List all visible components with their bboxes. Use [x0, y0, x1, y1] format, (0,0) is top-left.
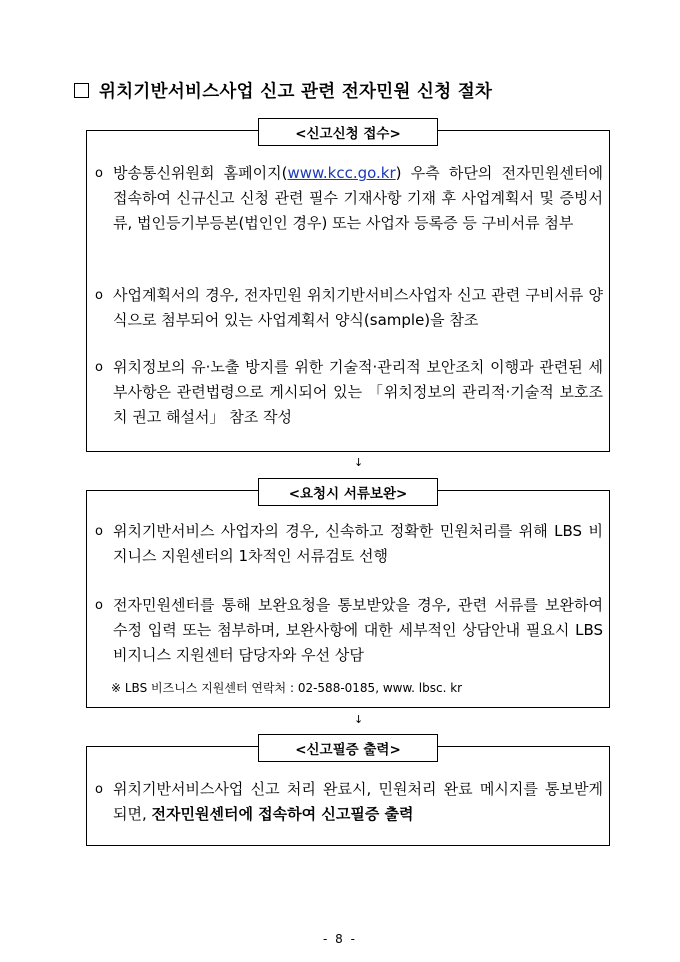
section-application-receipt: [86, 126, 610, 452]
bullet-icon: o: [95, 288, 103, 303]
item-text: 전자민원센터를 통해 보완요청을 통보받았을 경우, 관련 서류를 보완하여 수정 입력 또는 첨부하며, 보완사항에 대한 세부적인 상담안내 필요시 LBS 비지니스 지원센터 담당자와 우선 상담: [113, 596, 603, 664]
list-item: [95, 519, 603, 569]
page-title: [74, 78, 492, 103]
section-label: <요청시 서류보완>: [258, 478, 438, 506]
item-text: ) 우측 하단의 전자민원센터에 접속하여 신규신고 신청 관련 필수 기재사항 기재 후 사업계획서 및 증빙서류, 법인등기부등본(법인인 경우) 또는 사업자 등록증 등 구비서류 첨부: [113, 164, 603, 232]
list-item: [95, 777, 603, 827]
list-item: [95, 355, 603, 430]
list-item: [95, 161, 603, 236]
section-document-supplement: [86, 486, 610, 708]
down-arrow-icon: ↓: [354, 456, 364, 469]
item-text: 사업계획서의 경우, 전자민원 위치기반서비스사업자 신고 관련 구비서류 양식으로 첨부되어 있는 사업계획서 양식(sample)을 참조: [113, 286, 603, 329]
item-emphasis: 전자민원센터에 접속하여 신고필증 출력: [151, 805, 414, 823]
section-label: <신고필증 출력>: [258, 734, 438, 762]
item-text: 위치정보의 유·노출 방지를 위한 기술적·관리적 보안조치 이행과 관련된 세부사항은 관련법령으로 게시되어 있는 「위치정보의 관리적·기술적 보호조치 권고 해설서」 참조 작성: [113, 358, 603, 426]
title-text: 위치기반서비스사업 신고 관련 전자민원 신청 절차: [99, 82, 493, 102]
section-certificate-output: [86, 742, 610, 846]
bullet-icon: o: [95, 166, 103, 181]
bullet-icon: o: [95, 782, 103, 797]
bullet-icon: o: [95, 524, 103, 539]
item-text: 위치기반서비스사업 신고 처리 완료시, 민원처리 완료 메시지를 통보받게 되면,: [113, 780, 603, 823]
item-text: 방송통신위원회 홈페이지(: [113, 164, 288, 182]
bullet-icon: o: [95, 360, 103, 375]
checkbox-square-icon: [74, 83, 89, 98]
item-text: 위치기반서비스 사업자의 경우, 신속하고 정확한 민원처리를 위해 LBS 비지니스 지원센터의 1차적인 서류검토 선행: [113, 522, 603, 565]
bullet-icon: o: [95, 598, 103, 613]
contact-note: ※ LBS 비즈니스 지원센터 연락처 : 02-588-0185, www. lbsc. kr: [111, 681, 463, 695]
section-label: <신고신청 접수>: [258, 118, 438, 146]
list-item: [95, 283, 603, 333]
kcc-homepage-link[interactable]: www.kcc.go.kr: [287, 164, 396, 182]
down-arrow-icon: ↓: [354, 713, 364, 726]
list-item: [95, 593, 603, 668]
page-number: - 8 -: [323, 932, 357, 946]
